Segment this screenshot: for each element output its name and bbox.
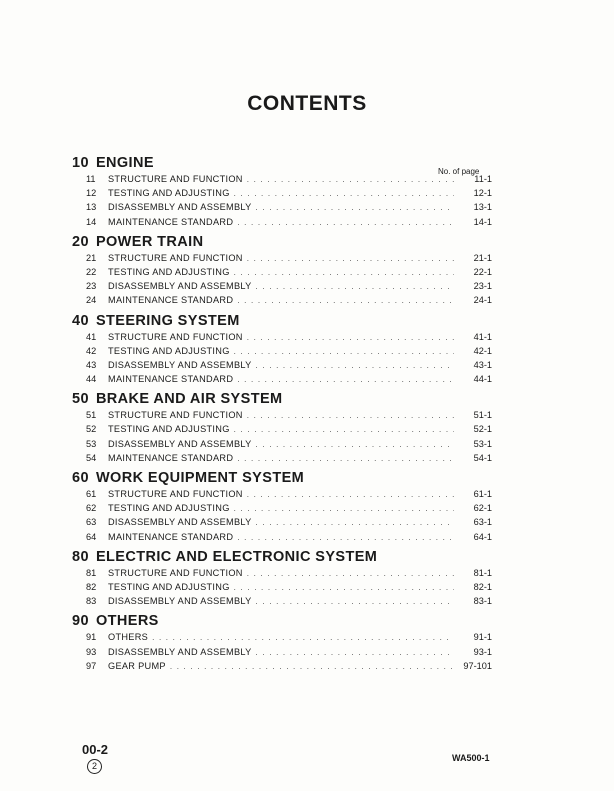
entry-label: OTHERS bbox=[108, 632, 149, 643]
leader-dots bbox=[237, 373, 454, 387]
entry-code: 93 bbox=[86, 646, 97, 657]
entry-page-number: 23-1 bbox=[473, 281, 492, 292]
section-name: BRAKE AND AIR SYSTEM bbox=[95, 391, 283, 408]
toc-section bbox=[72, 391, 492, 465]
entry-page-number: 82-1 bbox=[473, 581, 492, 592]
entry-code: 41 bbox=[86, 331, 97, 342]
section-name: ENGINE bbox=[95, 155, 154, 171]
leader-dots bbox=[234, 581, 454, 595]
toc-entry[interactable] bbox=[72, 408, 492, 422]
entry-page-number: 21-1 bbox=[473, 252, 492, 263]
entry-page-number: 11-1 bbox=[474, 174, 492, 184]
toc-section bbox=[72, 313, 492, 387]
leader-dots bbox=[247, 488, 454, 502]
entry-label: DISASSEMBLY AND ASSEMBLY bbox=[108, 646, 252, 657]
entry-code: 51 bbox=[86, 410, 97, 421]
entry-code: 43 bbox=[86, 359, 97, 370]
entry-code: 21 bbox=[86, 252, 97, 263]
toc-entry[interactable] bbox=[72, 451, 492, 465]
section-name: WORK EQUIPMENT SYSTEM bbox=[95, 470, 305, 486]
toc-entry[interactable] bbox=[72, 659, 492, 673]
section-heading bbox=[72, 155, 492, 172]
leader-dots bbox=[247, 567, 454, 581]
leader-dots bbox=[237, 294, 454, 308]
toc-entry[interactable] bbox=[72, 645, 492, 659]
leader-dots bbox=[152, 631, 454, 645]
entry-page-number: 62-1 bbox=[473, 503, 492, 514]
toc-section bbox=[72, 155, 492, 229]
leader-dots bbox=[237, 452, 454, 466]
toc-entry[interactable] bbox=[72, 487, 492, 501]
toc-entry[interactable] bbox=[72, 172, 492, 186]
section-heading bbox=[72, 613, 492, 630]
toc-entry[interactable] bbox=[72, 530, 492, 544]
leader-dots bbox=[247, 331, 454, 345]
leader-dots bbox=[247, 173, 454, 187]
entry-code: 54 bbox=[86, 452, 97, 463]
toc-section bbox=[72, 470, 492, 544]
leader-dots bbox=[256, 646, 454, 660]
toc-entry[interactable] bbox=[72, 515, 492, 529]
entry-label: STRUCTURE AND FUNCTION bbox=[108, 567, 243, 578]
leader-dots bbox=[234, 502, 454, 516]
entry-code: 11 bbox=[86, 174, 96, 184]
entry-label: MAINTENANCE STANDARD bbox=[108, 295, 234, 306]
toc-entry[interactable] bbox=[72, 372, 492, 386]
entry-label: TESTING AND ADJUSTING bbox=[108, 345, 230, 356]
toc-entry[interactable] bbox=[72, 330, 492, 344]
entry-page-number: 93-1 bbox=[473, 646, 492, 657]
footer-model: WA500-1 bbox=[452, 753, 490, 763]
leader-dots bbox=[237, 216, 454, 230]
entry-page-number: 13-1 bbox=[473, 202, 492, 213]
entry-code: 61 bbox=[86, 489, 97, 499]
toc-entry[interactable] bbox=[72, 279, 492, 293]
entry-code: 83 bbox=[86, 596, 97, 607]
entry-code: 13 bbox=[86, 202, 97, 213]
section-number: 40 bbox=[72, 312, 89, 329]
section-number: 90 bbox=[72, 613, 89, 630]
entry-code: 22 bbox=[86, 266, 97, 277]
entry-label: MAINTENANCE STANDARD bbox=[108, 216, 234, 227]
section-number: 80 bbox=[72, 548, 89, 565]
section-heading bbox=[72, 391, 492, 408]
leader-dots bbox=[234, 423, 454, 437]
section-heading bbox=[72, 313, 492, 330]
leader-dots bbox=[234, 266, 454, 280]
toc-entry[interactable] bbox=[72, 186, 492, 200]
toc-entry[interactable] bbox=[72, 594, 492, 608]
section-name: STEERING SYSTEM bbox=[95, 312, 240, 329]
entry-code: 14 bbox=[86, 216, 97, 227]
entry-page-number: 41-1 bbox=[473, 331, 492, 342]
entry-code: 23 bbox=[86, 281, 97, 292]
entry-page-number: 51-1 bbox=[473, 410, 492, 421]
entry-page-number: 61-1 bbox=[473, 489, 492, 499]
leader-dots bbox=[256, 359, 454, 373]
toc-entry[interactable] bbox=[72, 422, 492, 436]
entry-page-number: 81-1 bbox=[473, 567, 492, 578]
entry-label: TESTING AND ADJUSTING bbox=[108, 188, 230, 199]
leader-dots bbox=[256, 516, 454, 530]
entry-label: STRUCTURE AND FUNCTION bbox=[108, 252, 243, 263]
entry-code: 62 bbox=[86, 503, 97, 514]
entry-code: 12 bbox=[86, 188, 97, 199]
toc-entry[interactable] bbox=[72, 251, 492, 265]
entry-label: MAINTENANCE STANDARD bbox=[108, 374, 234, 385]
entry-code: 64 bbox=[86, 531, 97, 542]
entry-page-number: 64-1 bbox=[473, 531, 492, 542]
section-number: 10 bbox=[72, 155, 89, 171]
toc-entry[interactable] bbox=[72, 215, 492, 229]
entry-label: MAINTENANCE STANDARD bbox=[108, 531, 234, 542]
leader-dots bbox=[247, 409, 454, 423]
entry-label: GEAR PUMP bbox=[108, 660, 166, 671]
section-name: ELECTRIC AND ELECTRONIC SYSTEM bbox=[95, 548, 378, 565]
entry-page-number: 24-1 bbox=[473, 295, 492, 306]
entry-page-number: 42-1 bbox=[473, 345, 492, 356]
toc-entry[interactable] bbox=[72, 580, 492, 594]
entry-code: 63 bbox=[86, 517, 97, 528]
section-heading bbox=[72, 549, 492, 566]
entry-label: STRUCTURE AND FUNCTION bbox=[108, 331, 243, 342]
entry-code: 24 bbox=[86, 295, 97, 306]
entry-label: TESTING AND ADJUSTING bbox=[108, 424, 230, 435]
section-number: 60 bbox=[72, 470, 89, 486]
entry-page-number: 43-1 bbox=[473, 359, 492, 370]
entry-label: DISASSEMBLY AND ASSEMBLY bbox=[108, 517, 252, 528]
entry-label: DISASSEMBLY AND ASSEMBLY bbox=[108, 438, 252, 449]
leader-dots bbox=[256, 595, 454, 609]
entry-page-number: 12-1 bbox=[473, 188, 492, 199]
toc-entry[interactable] bbox=[72, 566, 492, 580]
toc-entry[interactable] bbox=[72, 200, 492, 214]
section-number: 20 bbox=[72, 233, 89, 250]
entry-label: DISASSEMBLY AND ASSEMBLY bbox=[108, 202, 252, 213]
entry-label: TESTING AND ADJUSTING bbox=[108, 581, 230, 592]
toc-entry[interactable] bbox=[72, 437, 492, 451]
entry-page-number: 53-1 bbox=[473, 438, 492, 449]
toc-entry[interactable] bbox=[72, 630, 492, 644]
toc-section bbox=[72, 613, 492, 673]
entry-code: 42 bbox=[86, 345, 97, 356]
entry-code: 97 bbox=[86, 660, 97, 671]
toc-entry[interactable] bbox=[72, 358, 492, 372]
entry-label: DISASSEMBLY AND ASSEMBLY bbox=[108, 596, 252, 607]
entry-label: STRUCTURE AND FUNCTION bbox=[108, 174, 243, 184]
leader-dots bbox=[247, 252, 454, 266]
section-name: POWER TRAIN bbox=[95, 233, 204, 250]
entry-page-number: 63-1 bbox=[473, 517, 492, 528]
entry-page-number: 91-1 bbox=[473, 632, 492, 643]
entry-page-number: 22-1 bbox=[473, 266, 492, 277]
entry-code: 53 bbox=[86, 438, 97, 449]
entry-code: 81 bbox=[86, 567, 97, 578]
leader-dots bbox=[234, 345, 454, 359]
contents-list bbox=[72, 155, 492, 673]
toc-entry[interactable] bbox=[72, 501, 492, 515]
leader-dots bbox=[256, 438, 454, 452]
page-title: CONTENTS bbox=[247, 92, 367, 115]
entry-page-number: 44-1 bbox=[473, 374, 492, 385]
toc-entry[interactable] bbox=[72, 344, 492, 358]
no-of-page-label: No. of page bbox=[438, 167, 480, 176]
toc-section bbox=[72, 549, 492, 609]
toc-entry[interactable] bbox=[72, 293, 492, 307]
entry-label: STRUCTURE AND FUNCTION bbox=[108, 410, 243, 421]
entry-code: 44 bbox=[86, 374, 97, 385]
leader-dots bbox=[256, 201, 454, 215]
entry-page-number: 54-1 bbox=[473, 452, 492, 463]
entry-code: 82 bbox=[86, 581, 97, 592]
footer-revision-mark: 2 bbox=[87, 759, 102, 774]
entry-page-number: 52-1 bbox=[473, 424, 492, 435]
leader-dots bbox=[170, 660, 454, 674]
entry-page-number: 14-1 bbox=[473, 216, 492, 227]
footer-page-number: 00-2 bbox=[82, 742, 109, 757]
entry-label: DISASSEMBLY AND ASSEMBLY bbox=[108, 281, 252, 292]
entry-page-number: 83-1 bbox=[473, 596, 492, 607]
entry-label: TESTING AND ADJUSTING bbox=[108, 266, 230, 277]
section-heading bbox=[72, 470, 492, 487]
entry-code: 52 bbox=[86, 424, 97, 435]
leader-dots bbox=[234, 187, 454, 201]
toc-entry[interactable] bbox=[72, 265, 492, 279]
section-heading bbox=[72, 234, 492, 251]
entry-label: STRUCTURE AND FUNCTION bbox=[108, 489, 243, 499]
leader-dots bbox=[256, 280, 454, 294]
entry-page-number: 97-101 bbox=[463, 660, 492, 671]
entry-code: 91 bbox=[86, 632, 97, 643]
entry-label: MAINTENANCE STANDARD bbox=[108, 452, 234, 463]
section-number: 50 bbox=[72, 391, 89, 408]
entry-label: DISASSEMBLY AND ASSEMBLY bbox=[108, 359, 252, 370]
toc-section bbox=[72, 234, 492, 308]
leader-dots bbox=[237, 531, 454, 545]
section-name: OTHERS bbox=[95, 613, 159, 630]
entry-label: TESTING AND ADJUSTING bbox=[108, 503, 230, 514]
